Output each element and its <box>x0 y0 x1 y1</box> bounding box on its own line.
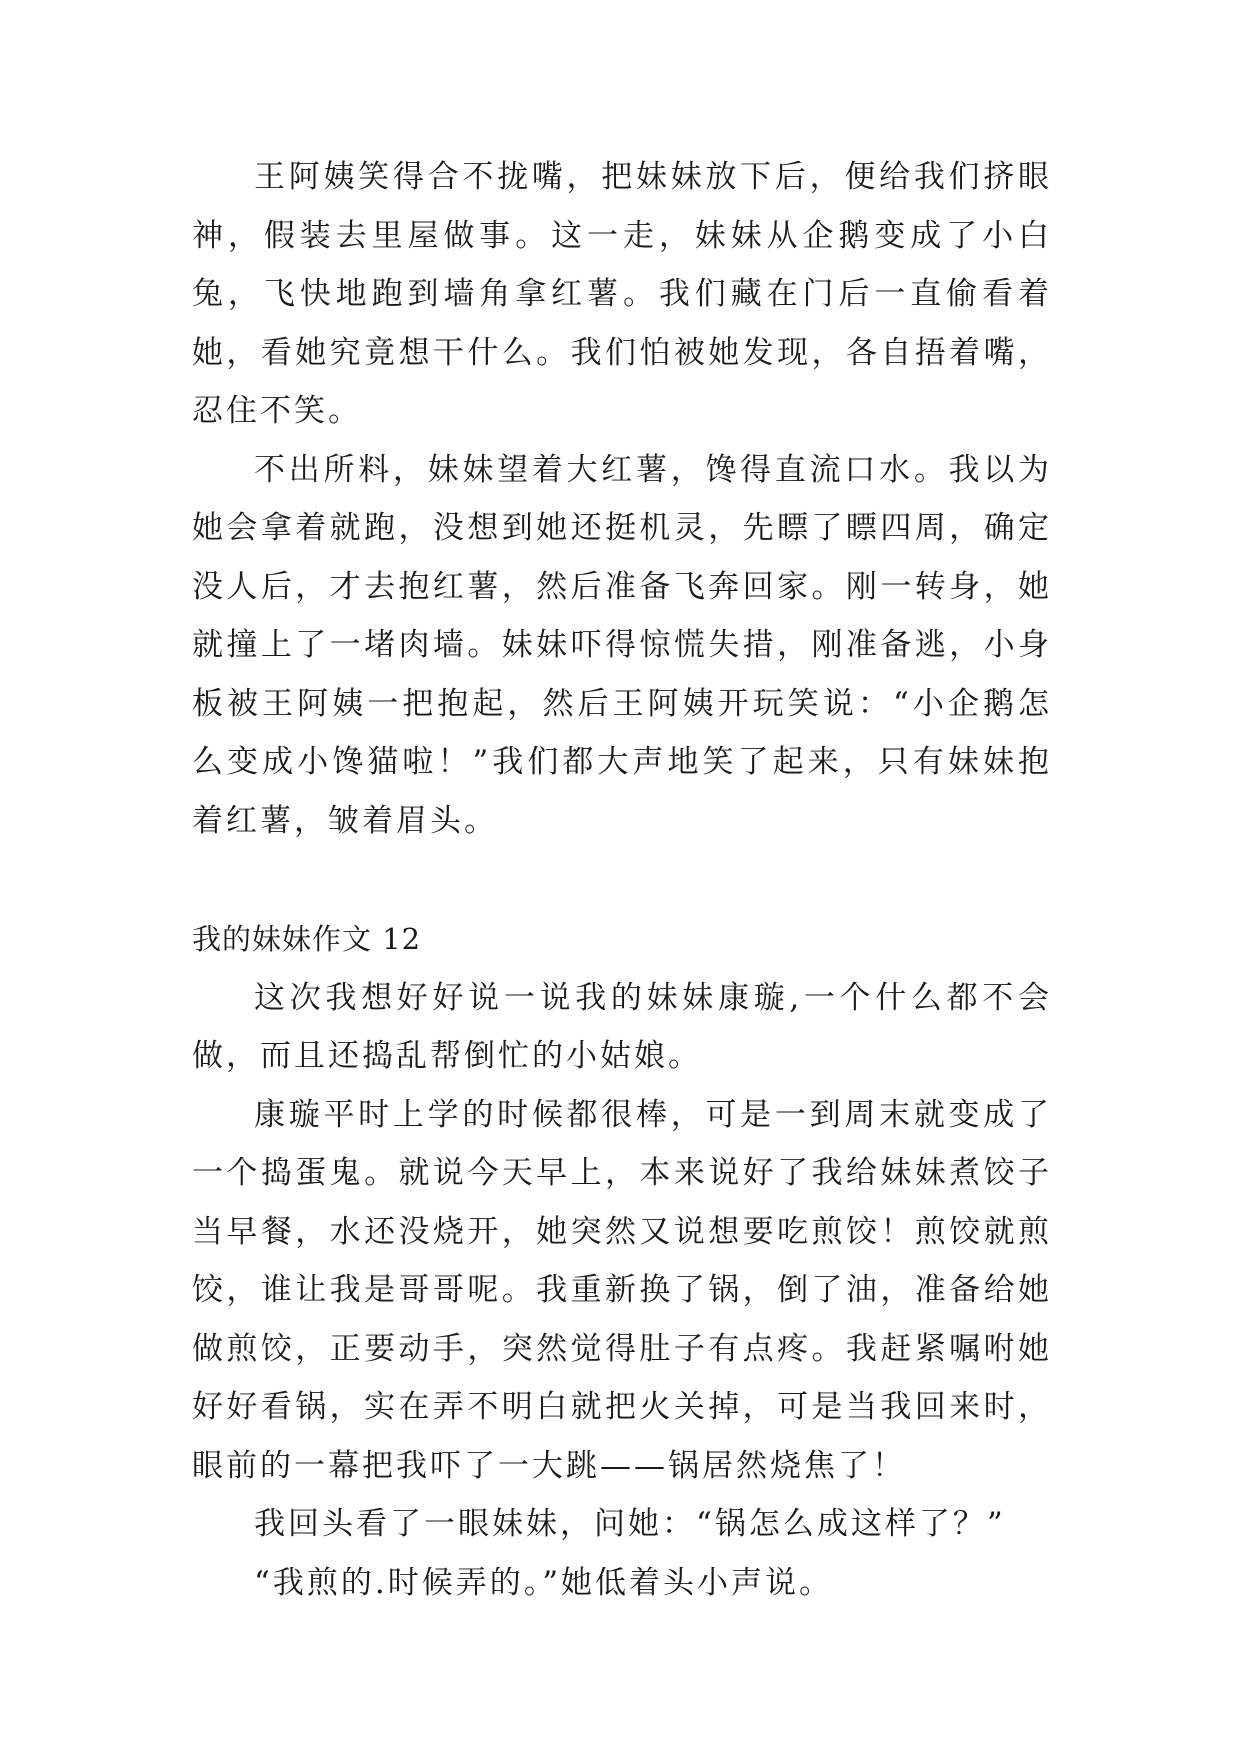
paragraph-2: 不出所料，妹妹望着大红薯，馋得直流口水。我以为她会拿着就跑，没想到她还挺机灵，先瞟了瞟四周，确定没人后，才去抱红薯，然后准备飞奔回家。刚一转身，她就撞上了一堵肉墙。妹妹吓得惊慌失措，刚准备逃，小身板被王阿姨一把抱起，然后王阿姨开玩笑说：“小企鹅怎么变成小馋猫啦！”我们都大声地笑了起来，只有妹妹抱着红薯，皱着眉头。 <box>192 451 1052 839</box>
paragraph-1: 王阿姨笑得合不拢嘴，把妹妹放下后，便给我们挤眼神，假装去里屋做事。这一走，妹妹从企鹅变成了小白兔，飞快地跑到墙角拿红薯。我们藏在门后一直偷看着她，看她究竟想干什么。我们怕被她发现，各自捂着嘴，忍住不笑。 <box>192 159 1052 429</box>
paragraph-5: 我回头看了一眼妹妹，问她：“锅怎么成这样了？” <box>254 1506 1006 1542</box>
section-heading: 我的妹妹作文 12 <box>192 922 422 956</box>
paragraph-3: 这次我想好好说一说我的妹妹康璇,一个什么都不会做，而且还捣乱帮倒忙的小姑娘。 <box>192 979 1052 1074</box>
document-page <box>192 148 1052 1612</box>
paragraph-6: “我煎的.时候弄的。”她低着头小声说。 <box>254 1564 834 1601</box>
paragraph-4: 康璇平时上学的时候都很棒，可是一到周末就变成了一个捣蛋鬼。就说今天早上，本来说好了我给妹妹煮饺子当早餐，水还没烧开，她突然又说想要吃煎饺！煎饺就煎饺，谁让我是哥哥呢。我重新换了锅，倒了油，准备给她做煎饺，正要动手，突然觉得肚子有点疼。我赶紧嘱咐她好好看锅，实在弄不明白就把火关掉，可是当我回来时，眼前的一幕把我吓了一大跳——锅居然烧焦了！ <box>192 1096 1052 1484</box>
